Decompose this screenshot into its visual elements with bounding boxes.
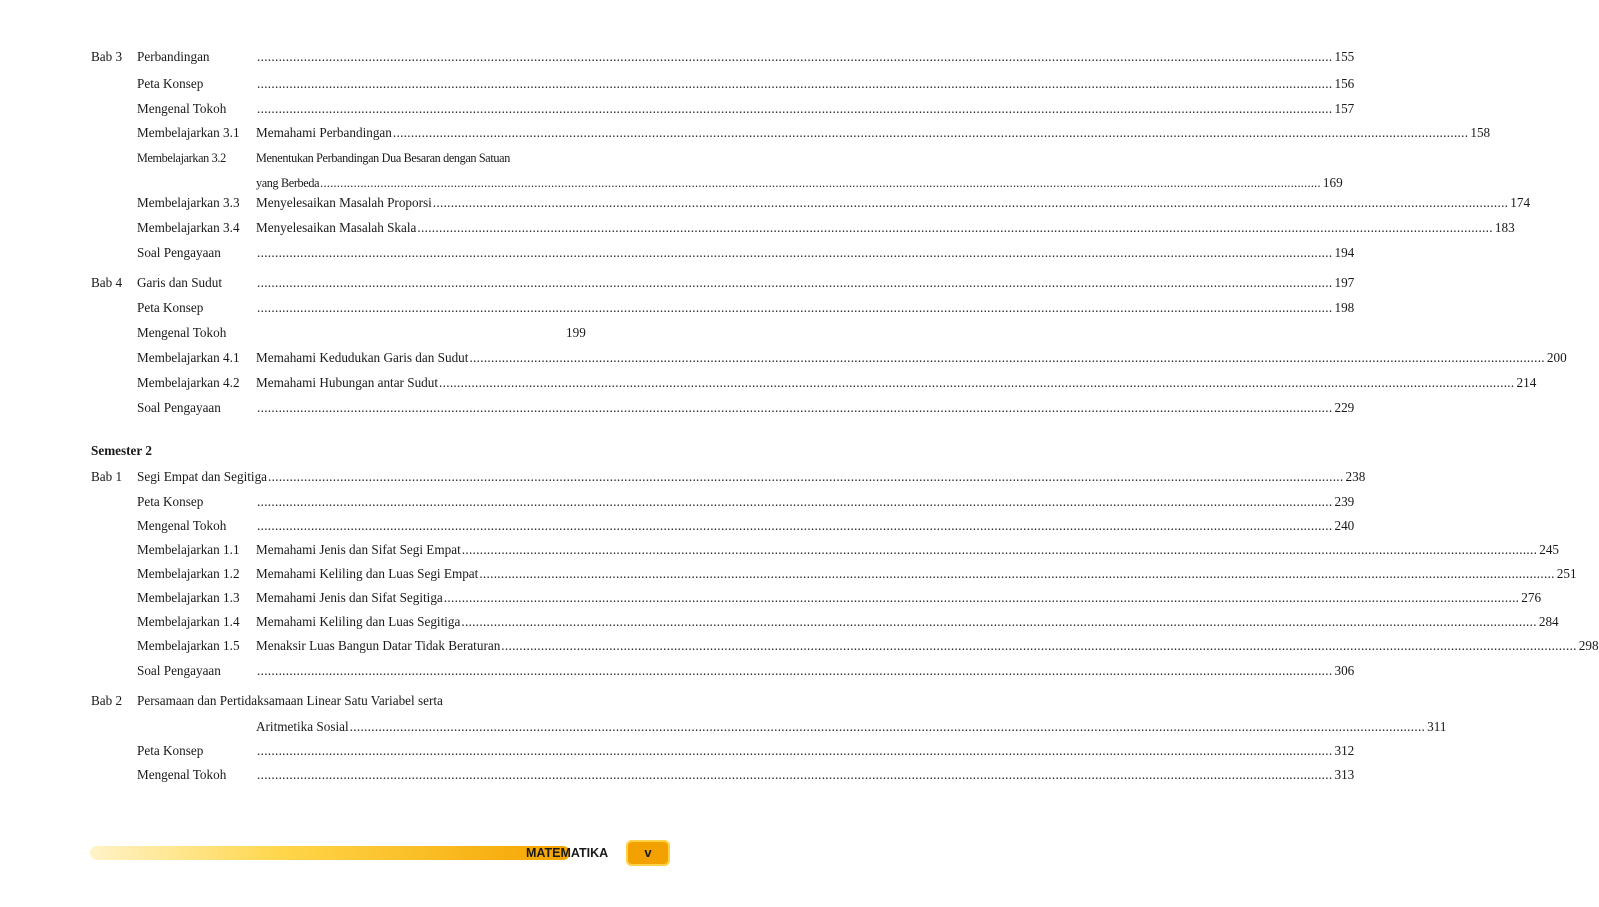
entry-title: Memahami Keliling dan Luas Segitiga bbox=[256, 614, 461, 629]
entry-label: Membelajarkan 1.5 bbox=[137, 638, 240, 653]
dot-leader bbox=[393, 122, 1468, 144]
page-number: 313 bbox=[1334, 767, 1355, 782]
page-number: 311 bbox=[1427, 719, 1447, 734]
entry-label: Peta Konsep bbox=[137, 76, 204, 91]
page-number: 199 bbox=[566, 325, 586, 340]
toc-entry bbox=[0, 660, 1355, 682]
page-footer bbox=[90, 840, 652, 866]
dot-leader bbox=[268, 466, 1343, 488]
page-number: 229 bbox=[1334, 400, 1355, 415]
entry-label: Soal Pengayaan bbox=[137, 400, 221, 415]
entry-label: Mengenal Tokoh bbox=[137, 518, 227, 533]
toc-entry bbox=[0, 73, 1355, 95]
semester-heading: Semester 2 bbox=[91, 443, 152, 458]
page-number: 240 bbox=[1334, 518, 1355, 533]
dot-leader bbox=[257, 764, 1332, 786]
entry-label: Membelajarkan 3.4 bbox=[137, 220, 240, 235]
entry-label: Mengenal Tokoh bbox=[137, 325, 227, 340]
page-number: 312 bbox=[1334, 743, 1355, 758]
dot-leader bbox=[462, 539, 1537, 561]
toc-entry bbox=[0, 611, 1559, 633]
toc-entry bbox=[0, 122, 1491, 144]
dot-leader bbox=[257, 515, 1332, 537]
page-number: 158 bbox=[1470, 125, 1491, 140]
toc-entry bbox=[0, 242, 1355, 264]
entry-label: Membelajarkan 3.3 bbox=[137, 195, 240, 210]
footer-bar bbox=[90, 846, 570, 860]
entry-label: Membelajarkan 1.2 bbox=[137, 566, 240, 581]
page-number: 214 bbox=[1516, 375, 1537, 390]
toc-entry bbox=[0, 397, 1355, 419]
dot-leader bbox=[257, 740, 1332, 762]
page-number: 298 bbox=[1578, 638, 1599, 653]
page-number: 200 bbox=[1546, 350, 1567, 365]
toc-entry bbox=[0, 372, 1537, 394]
toc-entry-continued bbox=[0, 172, 1343, 194]
toc-entry bbox=[0, 322, 638, 344]
toc-entry bbox=[0, 539, 1559, 561]
chapter-number: Bab 3 bbox=[91, 49, 123, 64]
footer-title: MATEMATIKA bbox=[526, 846, 609, 860]
entry-title: Menentukan Perbandingan Dua Besaran dengan Satuan bbox=[256, 151, 510, 165]
entry-label: Membelajarkan 3.2 bbox=[137, 151, 226, 165]
entry-title: Menaksir Luas Bangun Datar Tidak Beraturan bbox=[256, 638, 501, 653]
dot-leader bbox=[257, 46, 1332, 68]
page-number: 157 bbox=[1334, 101, 1355, 116]
chapter-number: Bab 4 bbox=[91, 275, 123, 290]
entry-label: Peta Konsep bbox=[137, 494, 204, 509]
toc-entry bbox=[0, 491, 1355, 513]
entry-label: Mengenal Tokoh bbox=[137, 101, 227, 116]
chapter-number: Bab 1 bbox=[91, 469, 123, 484]
entry-title: Memahami Jenis dan Sifat Segitiga bbox=[256, 590, 443, 605]
entry-title: Aritmetika Sosial bbox=[256, 719, 349, 734]
entry-title: yang Berbeda bbox=[256, 176, 320, 190]
footer-page-number: v bbox=[626, 840, 670, 866]
toc-entry bbox=[0, 272, 1355, 294]
entry-label: Persamaan dan Pertidaksamaan Linear Satu Variabel serta bbox=[137, 693, 443, 708]
page-number: 306 bbox=[1334, 663, 1355, 678]
toc-entry bbox=[0, 192, 1531, 214]
page-number: 284 bbox=[1538, 614, 1559, 629]
entry-title: Memahami Kedudukan Garis dan Sudut bbox=[256, 350, 469, 365]
dot-leader bbox=[257, 73, 1332, 95]
page-number: 251 bbox=[1556, 566, 1577, 581]
dot-leader bbox=[257, 660, 1332, 682]
entry-label: Perbandingan bbox=[137, 49, 210, 64]
dot-leader bbox=[433, 192, 1508, 214]
entry-label: Membelajarkan 1.3 bbox=[137, 590, 240, 605]
dot-leader bbox=[417, 217, 1492, 239]
entry-label: Membelajarkan 3.1 bbox=[137, 125, 240, 140]
entry-label: Soal Pengayaan bbox=[137, 663, 221, 678]
page-number: 197 bbox=[1334, 275, 1355, 290]
entry-title: Menyelesaikan Masalah Proporsi bbox=[256, 195, 432, 210]
entry-label: Soal Pengayaan bbox=[137, 245, 221, 260]
page-number: 276 bbox=[1521, 590, 1542, 605]
toc-entry bbox=[0, 46, 1355, 68]
dot-leader bbox=[320, 172, 1321, 194]
toc-entry bbox=[0, 98, 1355, 120]
entry-label: Membelajarkan 4.2 bbox=[137, 375, 240, 390]
toc-entry bbox=[0, 347, 1567, 369]
dot-leader bbox=[257, 242, 1332, 264]
entry-label: Peta Konsep bbox=[137, 743, 204, 758]
chapter-number: Bab 2 bbox=[91, 693, 123, 708]
entry-title: Memahami Keliling dan Luas Segi Empat bbox=[256, 566, 479, 581]
toc-entry bbox=[0, 466, 1366, 488]
page-number: 238 bbox=[1345, 469, 1366, 484]
page-number: 198 bbox=[1334, 300, 1355, 315]
toc-entry bbox=[0, 297, 1355, 319]
dot-leader bbox=[257, 491, 1332, 513]
toc-entry bbox=[0, 740, 1355, 762]
entry-label: Peta Konsep bbox=[137, 300, 204, 315]
page-number: 183 bbox=[1494, 220, 1515, 235]
entry-label: Garis dan Sudut bbox=[137, 275, 222, 290]
toc-entry-continued bbox=[0, 716, 1447, 738]
toc-entry bbox=[0, 515, 1355, 537]
toc-entry bbox=[0, 563, 1577, 585]
page-number: 169 bbox=[1322, 175, 1343, 190]
dot-leader bbox=[461, 611, 1536, 633]
page-number: 174 bbox=[1510, 195, 1531, 210]
dot-leader bbox=[257, 397, 1332, 419]
dot-leader bbox=[444, 587, 1519, 609]
dot-leader bbox=[257, 98, 1332, 120]
toc-entry bbox=[0, 587, 1542, 609]
entry-title: Memahami Hubungan antar Sudut bbox=[256, 375, 439, 390]
entry-label: Membelajarkan 1.1 bbox=[137, 542, 240, 557]
page-number: 155 bbox=[1334, 49, 1355, 64]
entry-label: Membelajarkan 4.1 bbox=[137, 350, 240, 365]
toc-entry bbox=[0, 147, 638, 169]
dot-leader bbox=[469, 347, 1544, 369]
dot-leader bbox=[439, 372, 1514, 394]
entry-label: Segi Empat dan Segitiga bbox=[137, 469, 268, 484]
entry-title: Memahami Perbandingan bbox=[256, 125, 392, 140]
dot-leader bbox=[501, 635, 1576, 657]
page-number: 239 bbox=[1334, 494, 1355, 509]
entry-label: Membelajarkan 1.4 bbox=[137, 614, 240, 629]
dot-leader bbox=[257, 297, 1332, 319]
dot-leader bbox=[350, 716, 1425, 738]
dot-leader bbox=[257, 272, 1332, 294]
dot-leader bbox=[479, 563, 1554, 585]
page-number: 194 bbox=[1334, 245, 1355, 260]
entry-label: Mengenal Tokoh bbox=[137, 767, 227, 782]
entry-title: Menyelesaikan Masalah Skala bbox=[256, 220, 417, 235]
toc-entry bbox=[0, 635, 1599, 657]
toc-entry bbox=[0, 217, 1515, 239]
toc-entry bbox=[0, 690, 638, 712]
page-number: 245 bbox=[1539, 542, 1559, 557]
entry-title: Memahami Jenis dan Sifat Segi Empat bbox=[256, 542, 461, 557]
toc-entry bbox=[0, 764, 1355, 786]
page-number: 156 bbox=[1334, 76, 1355, 91]
